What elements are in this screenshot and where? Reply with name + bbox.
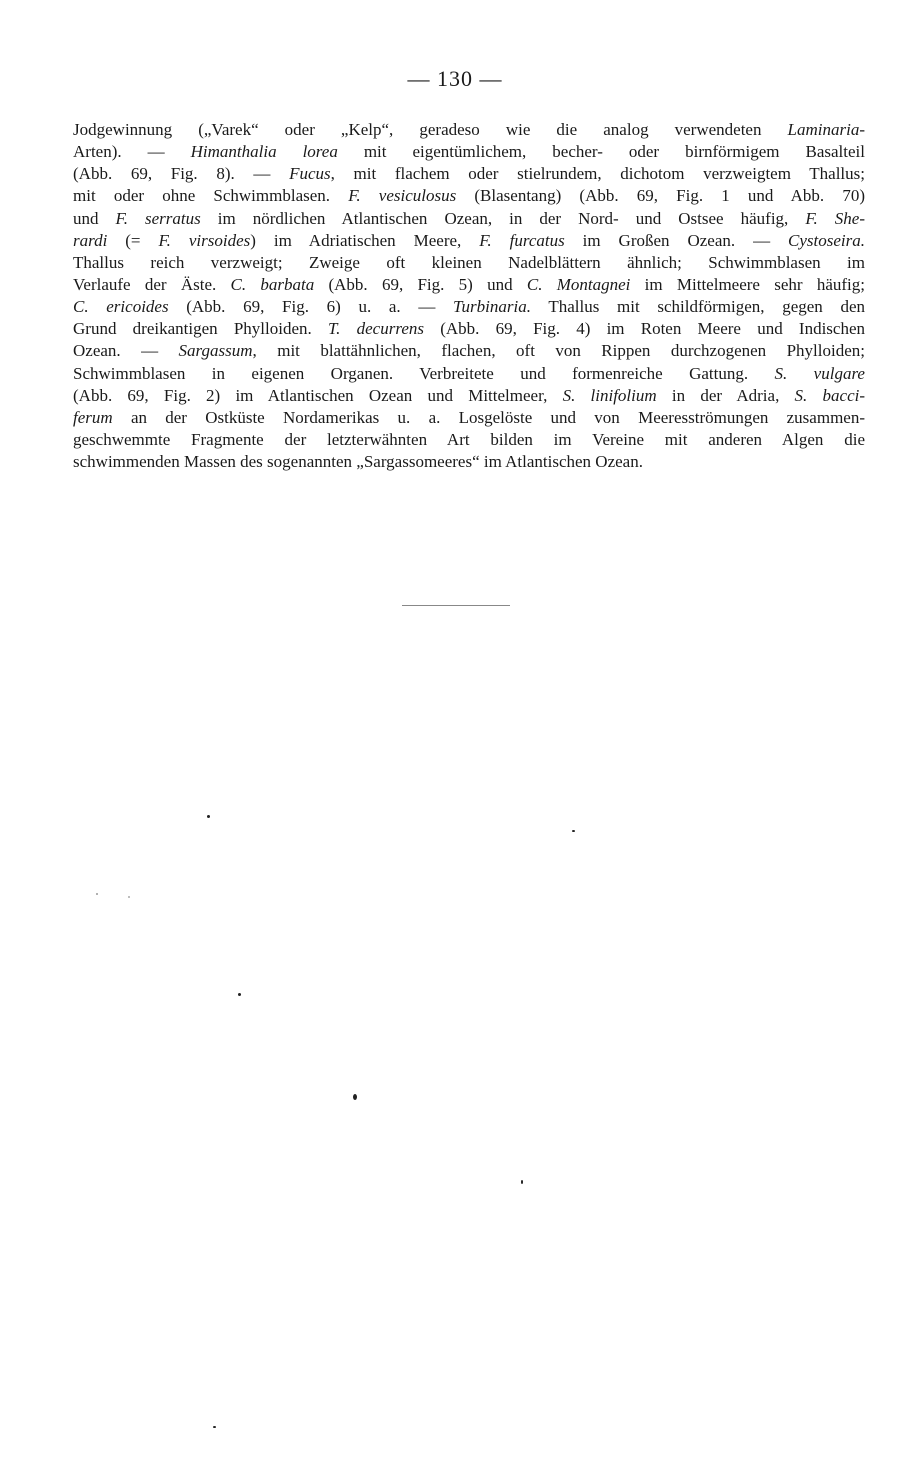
- scan-speck: [572, 830, 575, 832]
- text-line: (Abb. 69, Fig. 8). — Fucus, mit flachem oder stielrundem, dichotom verzweigtem Thallus;: [73, 164, 865, 184]
- end-rule: [402, 605, 510, 606]
- scan-speck: [213, 1426, 216, 1428]
- text-line: und F. serratus im nördlichen Atlantischen Ozean, in der Nord- und Ostsee häufig, F. She-: [73, 208, 866, 228]
- text-line: Grund dreikantigen Phylloiden. T. decurrens (Abb. 69, Fig. 4) im Roten Meere und Indischen: [73, 319, 865, 339]
- text-line: Arten). — Himanthalia lorea mit eigentümlichem, becher- oder birnförmigem Basalteil: [73, 142, 865, 162]
- text-line: schwimmenden Massen des sogenannten „Sargassomeeres“ im Atlantischen Ozean.: [73, 452, 643, 472]
- scan-speck: [207, 815, 210, 818]
- text-line: ferum an der Ostküste Nordamerikas u. a. Losgelöste und von Meeresströmungen zusammen-: [73, 407, 865, 427]
- text-line: Verlaufe der Äste. C. barbata (Abb. 69, Fig. 5) und C. Montagnei im Mittelmeere sehr häufig;: [73, 274, 865, 294]
- text-line: rardi (= F. virsoides) im Adriatischen Meere, F. furcatus im Großen Ozean. — Cystoseira.: [73, 230, 865, 250]
- scan-speck: [96, 893, 98, 895]
- text-line: Schwimmblasen in eigenen Organen. Verbreitete und formenreiche Gattung. S. vulgare: [73, 363, 865, 383]
- text-line: Thallus reich verzweigt; Zweige oft kleinen Nadelblättern ähnlich; Schwimmblasen im: [73, 252, 865, 272]
- scan-speck: [128, 896, 130, 898]
- text-line: mit oder ohne Schwimmblasen. F. vesiculosus (Blasentang) (Abb. 69, Fig. 1 und Abb. 70): [73, 186, 865, 206]
- scan-speck: [238, 993, 241, 996]
- body-paragraph: [73, 119, 865, 473]
- text-line: Jodgewinnung („Varek“ oder „Kelp“, geradeso wie die analog verwendeten Laminaria-: [73, 120, 865, 139]
- text-line: (Abb. 69, Fig. 2) im Atlantischen Ozean und Mittelmeer, S. linifolium in der Adria, S. bacci-: [73, 385, 866, 405]
- text-line: C. ericoides (Abb. 69, Fig. 6) u. a. — Turbinaria. Thallus mit schildförmigen, gegen den: [73, 297, 865, 317]
- text-line: geschwemmte Fragmente der letzterwähnten Art bilden im Vereine mit anderen Algen die: [73, 429, 865, 449]
- scan-speck: [521, 1180, 523, 1184]
- scan-speck: [353, 1094, 357, 1100]
- page-number: — 130 —: [407, 66, 503, 91]
- text-line: Ozean. — Sargassum, mit blattähnlichen, flachen, oft von Rippen durchzogenen Phylloiden;: [73, 341, 865, 361]
